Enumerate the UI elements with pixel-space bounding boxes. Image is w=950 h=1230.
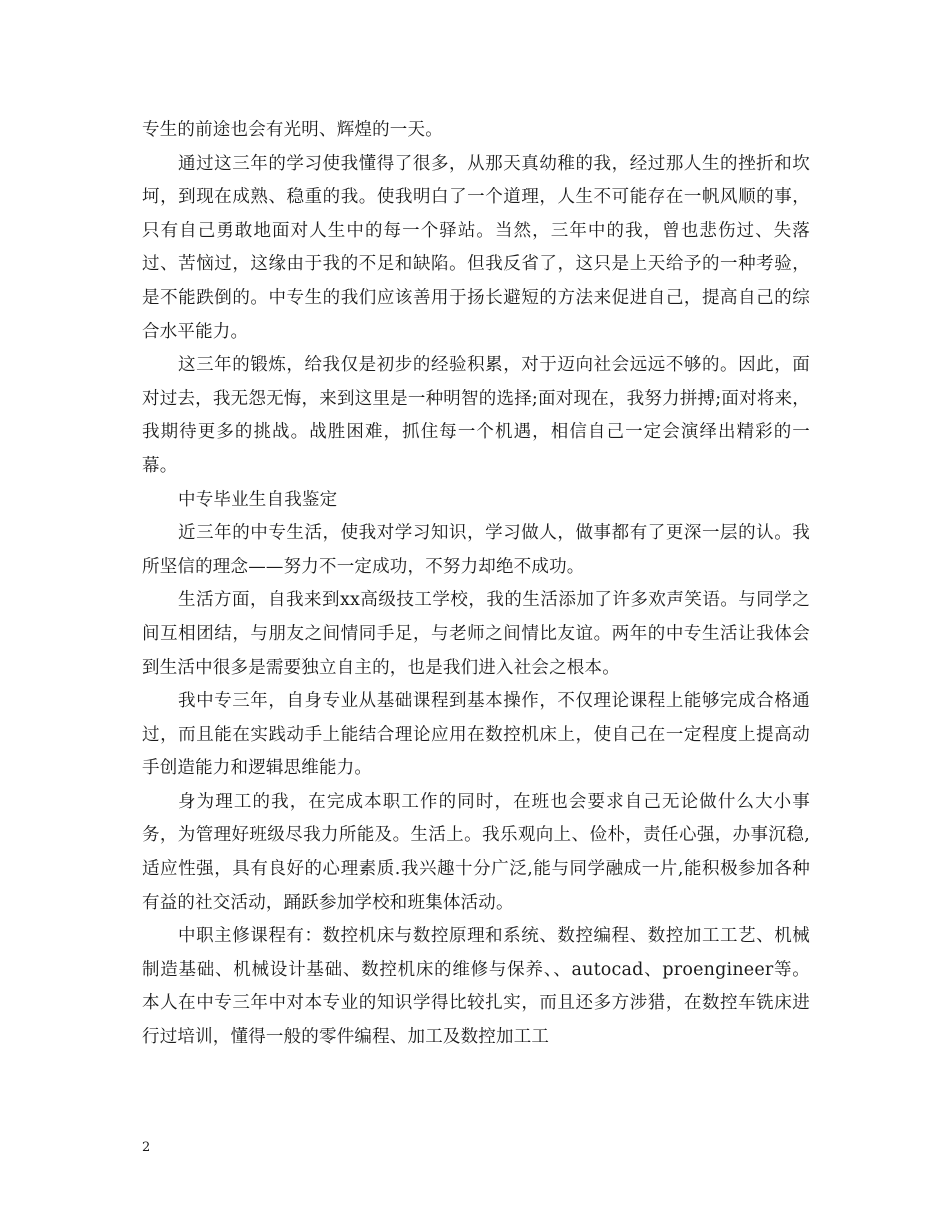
paragraph: 近三年的中专生活，使我对学习知识，学习做人，做事都有了更深一层的认。我所坚信的理念——努力不一定成功，不努力却绝不成功。 xyxy=(142,523,810,577)
paragraph: 身为理工的我，在完成本职工作的同时，在班也会要求自己无论做什么大小事务，为管理好班级尽我力所能及。生活上。我乐观向上、俭朴，责任心强，办事沉稳,适应性强，具有良好的心理素质.我兴趣十分广泛,能与同学融成一片,能积极参加各种有益的社交活动，踊跃参加学校和班集体活动。 xyxy=(142,791,810,913)
section-heading: 中专毕业生自我鉴定 xyxy=(178,489,338,510)
page-number: 2 xyxy=(142,1140,151,1155)
paragraph: 生活方面，自我来到xx高级技工学校，我的生活添加了许多欢声笑语。与同学之间互相团结，与朋友之间情同手足，与老师之间情比友谊。两年的中专生活让我体会到生活中很多是需要独立自主的，也是我们进入社会之根本。 xyxy=(142,590,810,678)
paragraph: 这三年的锻炼，给我仅是初步的经验积累，对于迈向社会远远不够的。因此，面对过去，我无怨无悔，来到这里是一种明智的选择;面对现在，我努力拼搏;面对将来，我期待更多的挑战。战胜困难，抓住每一个机遇，相信自己一定会演绎出精彩的一幕。 xyxy=(142,355,810,476)
paragraph: 通过这三年的学习使我懂得了很多，从那天真幼稚的我，经过那人生的挫折和坎坷，到现在成熟、稳重的我。使我明白了一个道理，人生不可能存在一帆风顺的事，只有自己勇敢地面对人生中的每一个驿站。当然，三年中的我，曾也悲伤过、失落过、苦恼过，这缘由于我的不足和缺陷。但我反省了，这只是上天给予的一种考验，是不能跌倒的。中专生的我们应该善用于扬长避短的方法来促进自己，提高自己的综合水平能力。 xyxy=(142,153,810,342)
paragraph: 我中专三年，自身专业从基础课程到基本操作，不仅理论课程上能够完成合格通过，而且能在实践动手上能结合理论应用在数控机床上，使自己在一定程度上提高动手创造能力和逻辑思维能力。 xyxy=(142,691,810,779)
paragraph: 中职主修课程有：数控机床与数控原理和系统、数控编程、数控加工工艺、机械制造基础、机械设计基础、数控机床的维修与保养、、autocad、proengineer等。 本人在中专三年中对本专业的知识学得比较扎实，而且还多方涉猎，在数控车铣床进行过培训，懂得一般的零件编程、加工及数控加工工 xyxy=(142,926,810,1048)
paragraph: 专生的前途也会有光明、辉煌的一天。 xyxy=(142,120,443,140)
document-body xyxy=(142,114,810,1055)
